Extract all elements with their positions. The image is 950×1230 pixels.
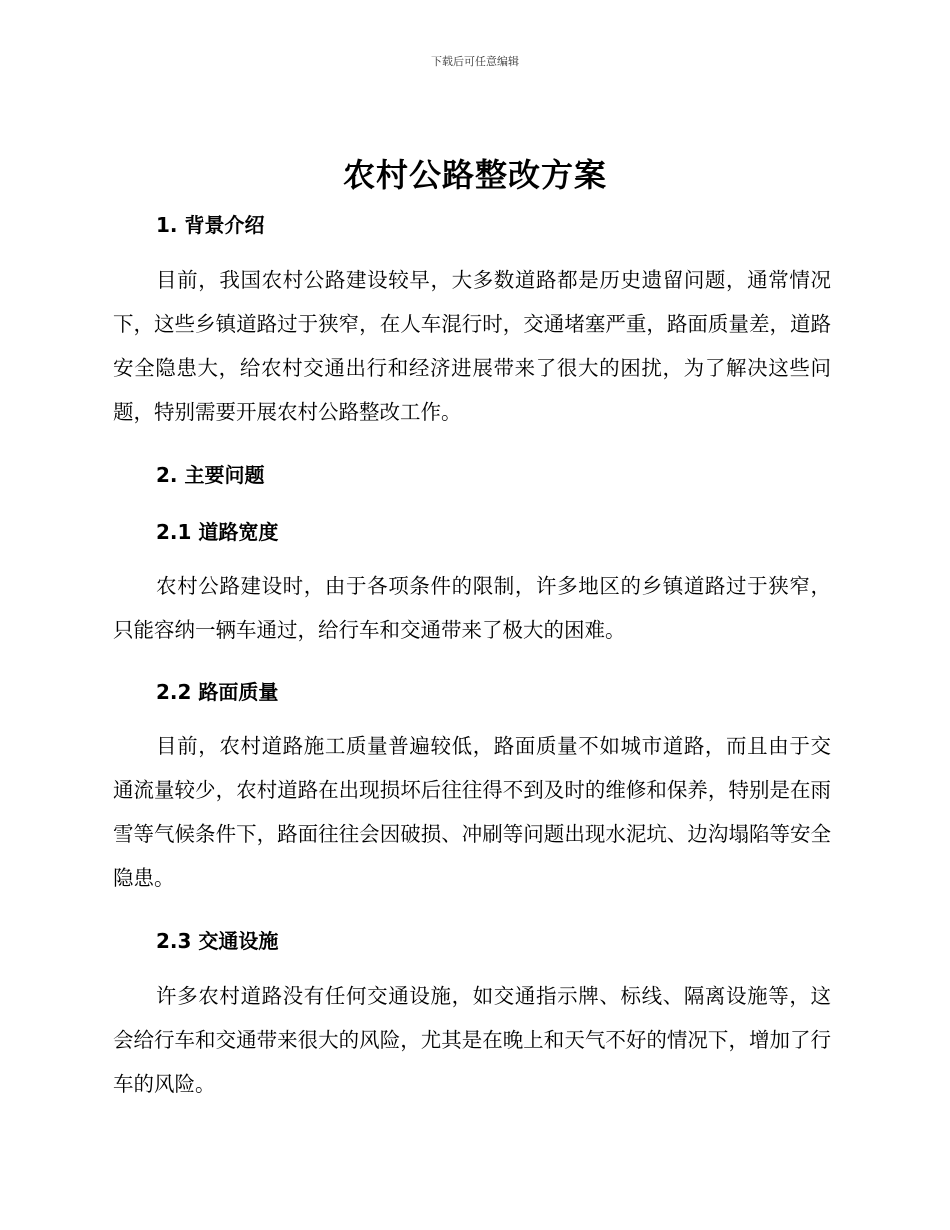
section-heading-background: 1. 背景介绍 [156,213,265,237]
page-title: 农村公路整改方案 [342,156,607,194]
header-note: 下载后可任意编辑 [431,55,519,68]
section-heading-road-surface: 2.2 路面质量 [156,680,279,704]
section-heading-road-width: 2.1 道路宽度 [156,520,279,544]
section-heading-traffic-facilities: 2.3 交通设施 [156,929,279,953]
paragraph-traffic-facilities: 许多农村道路没有任何交通设施，如交通指示牌、标线、隔离设施等，这会给行车和交通带来很大的风险，尤其是在晚上和天气不好的情况下，增加了行车的风险。 [113,984,831,1096]
paragraph-road-width: 农村公路建设时，由于各项条件的限制，许多地区的乡镇道路过于狭窄，只能容纳一辆车通过，给行车和交通带来了极大的困难。 [113,574,831,642]
paragraph-background: 目前，我国农村公路建设较早，大多数道路都是历史遗留问题，通常情况下，这些乡镇道路过于狭窄，在人车混行时，交通堵塞严重，路面质量差，道路安全隐患大，给农村交通出行和经济进展带来了很大的困扰，为了解决这些问题，特别需要开展农村公路整改工作。 [113,268,831,424]
section-heading-main-issues: 2. 主要问题 [156,463,265,487]
paragraph-road-surface: 目前，农村道路施工质量普遍较低，路面质量不如城市道路，而且由于交通流量较少，农村道路在出现损坏后往往得不到及时的维修和保养，特别是在雨雪等气候条件下，路面往往会因破损、冲刷等问题出现水泥坑、边沟塌陷等安全隐患。 [113,734,831,890]
